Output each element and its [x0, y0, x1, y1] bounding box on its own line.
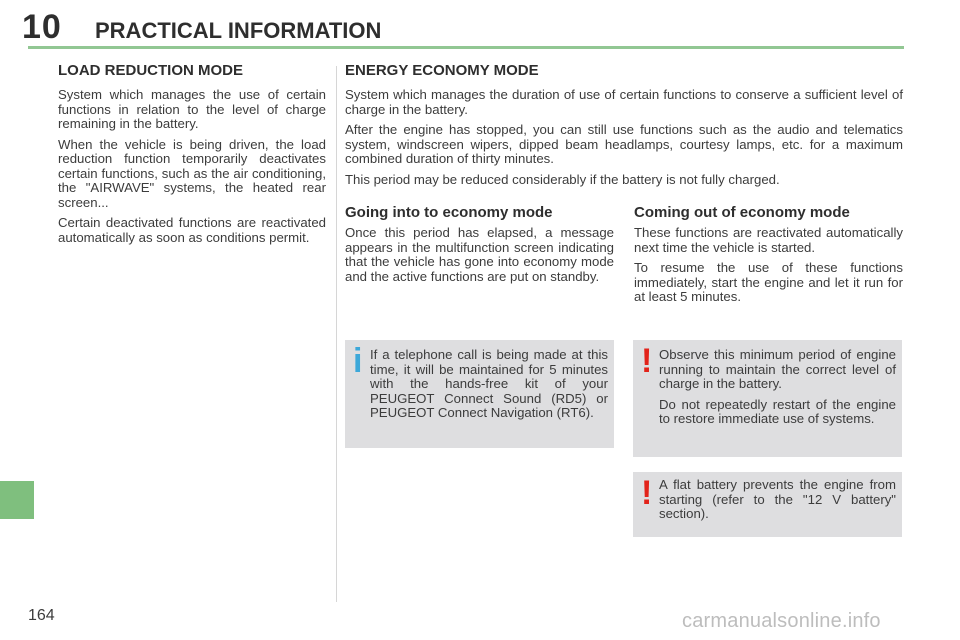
info-note-text: [370, 348, 608, 427]
going-into-economy-title: Going into to economy mode: [345, 204, 553, 221]
warning-note-box: [633, 472, 902, 537]
header-rule: [28, 46, 904, 49]
load-reduction-paragraph: When the vehicle is being driven, the load reduction function temporarily deactivates certain functions, such as the air conditioning, the "AIRWAVE" systems, the heated rear screen...: [58, 136, 326, 210]
warning-icon: !: [641, 474, 653, 512]
load-reduction-title: LOAD REDUCTION MODE: [58, 62, 243, 79]
energy-economy-body: [345, 88, 903, 193]
coming-out-economy-body: [634, 226, 903, 311]
going-into-economy-body: [345, 226, 614, 290]
warning-note-paragraph: A flat battery prevents the engine from starting (refer to the "12 V battery" section).: [659, 477, 896, 521]
warning-note-text: [659, 478, 896, 528]
warning-note-box: [633, 340, 902, 457]
energy-economy-paragraph: After the engine has stopped, you can still use functions such as the audio and telematics system, windscreen wipers, dipped beam headlamps, courtesy lamps, etc. for a maximum combined duration of thirty minutes.: [345, 122, 903, 166]
load-reduction-paragraph: Certain deactivated functions are reactivated automatically as soon as conditions permit.: [58, 215, 326, 245]
going-into-economy-paragraph: Once this period has elapsed, a message appears in the multifunction screen indicating that the vehicle has gone into economy mode and the active functions are put on standby.: [345, 225, 614, 284]
column-divider: [336, 66, 337, 602]
info-icon: i: [353, 342, 363, 380]
energy-economy-paragraph: System which manages the duration of use of certain functions to conserve a sufficient level of charge in the battery.: [345, 87, 903, 117]
load-reduction-paragraph: System which manages the use of certain functions in relation to the level of charge remaining in the battery.: [58, 87, 326, 131]
coming-out-economy-title: Coming out of economy mode: [634, 204, 850, 221]
energy-economy-paragraph: This period may be reduced considerably if the battery is not fully charged.: [345, 171, 780, 187]
chapter-number: 10: [22, 8, 62, 46]
page-number: 164: [28, 607, 55, 624]
coming-out-economy-paragraph: To resume the use of these functions immediately, start the engine and let it run for at least 5 minutes.: [634, 260, 903, 304]
watermark: carmanualsonline.info: [682, 610, 881, 632]
energy-economy-title: ENERGY ECONOMY MODE: [345, 62, 539, 79]
warning-note-paragraph: Do not repeatedly restart of the engine to restore immediate use of systems.: [659, 396, 896, 426]
info-note-box: [345, 340, 614, 448]
load-reduction-body: [58, 88, 326, 251]
coming-out-economy-paragraph: These functions are reactivated automatically next time the vehicle is started.: [634, 225, 903, 255]
warning-icon: !: [641, 342, 653, 380]
chapter-title: PRACTICAL INFORMATION: [95, 18, 382, 43]
warning-note-paragraph: Observe this minimum period of engine running to maintain the correct level of charge in the battery.: [659, 347, 896, 391]
chapter-side-tab: [0, 481, 34, 519]
warning-note-text: [659, 348, 896, 433]
info-note-paragraph: If a telephone call is being made at this time, it will be maintained for 5 minutes with the hands-free kit of your PEUGEOT Connect Sound (RD5) or PEUGEOT Connect Navigation (RT6).: [370, 347, 608, 420]
